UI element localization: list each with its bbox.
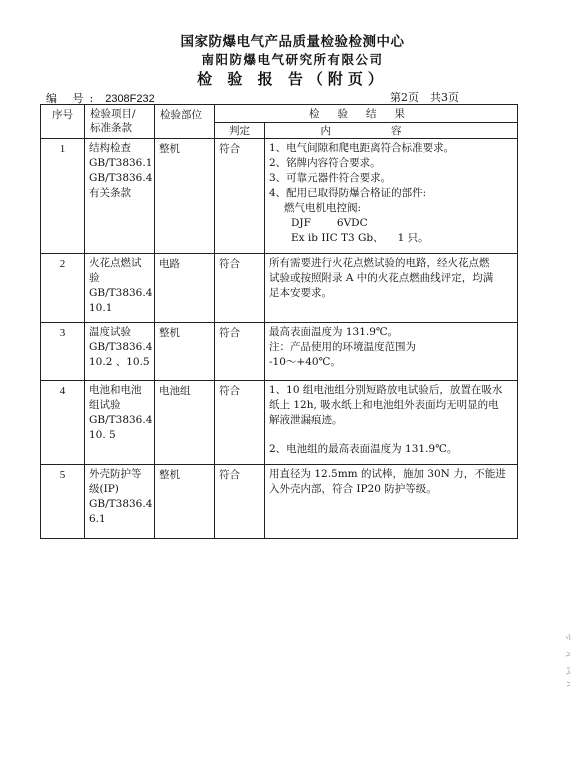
- row-verdict: 符合: [215, 139, 265, 254]
- row-item: [85, 381, 155, 465]
- table-row: [41, 323, 518, 381]
- table-row: [41, 139, 518, 254]
- row-content: [265, 323, 518, 381]
- row-verdict: 符合: [215, 323, 265, 381]
- row-location: 整机: [155, 465, 215, 539]
- header-item-line2: 标准条款: [90, 122, 132, 134]
- row-content: [265, 254, 518, 323]
- content-line: 纸上 12h, 吸水纸上和电池组外表面均无明显的电: [269, 399, 499, 411]
- content-line: 3、可靠元器件符合要求。: [269, 172, 392, 184]
- row-item: [85, 254, 155, 323]
- header-item-line1: 检验项目/: [90, 108, 136, 120]
- content-line: -10～+40℃。: [269, 356, 341, 368]
- item-line: 10.2 、10.5: [89, 356, 150, 368]
- item-line: 有关条款: [89, 187, 131, 199]
- row-item: [85, 323, 155, 381]
- content-line: 足本安要求。: [269, 287, 332, 299]
- row-verdict: 符合: [215, 465, 265, 539]
- item-line: 火花点燃试: [89, 257, 142, 269]
- row-no: 3: [41, 323, 85, 381]
- content-line: 1、电气间隙和爬电距离符合标准要求。: [269, 142, 455, 154]
- item-line: 温度试验: [89, 326, 131, 338]
- header-content-label: 内容: [320, 124, 462, 137]
- row-verdict: 符合: [215, 381, 265, 465]
- content-line: 2、电池组的最高表面温度为 131.9℃。: [269, 443, 458, 455]
- item-line: 结构检查: [89, 142, 131, 154]
- row-no: 5: [41, 465, 85, 539]
- header-content: [265, 122, 518, 139]
- item-line: GB/T3836.1: [89, 157, 153, 169]
- row-item: [85, 465, 155, 539]
- page-info: 第2页 共3页: [390, 91, 459, 104]
- content-line: 1、10 组电池组分别短路放电试验后，放置在吸水: [269, 384, 503, 396]
- header-location: 检验部位: [155, 105, 215, 139]
- item-line: 6.1: [89, 513, 106, 525]
- item-line: 级(IP): [89, 483, 119, 495]
- content-line: [269, 216, 511, 231]
- item-line: 组试验: [89, 399, 121, 411]
- content-line: 2、铭牌内容符合要求。: [269, 157, 381, 169]
- table-row: [41, 381, 518, 465]
- item-line: 电池和电池: [89, 384, 142, 396]
- row-item: [85, 139, 155, 254]
- row-no: 4: [41, 381, 85, 465]
- inspection-table: [40, 104, 518, 539]
- header-no: 序号: [41, 105, 85, 139]
- header-result: 检验结果: [215, 105, 518, 123]
- report-title: 检 验 报 告（附页）: [197, 70, 388, 88]
- table-row: [41, 254, 518, 323]
- header-item: [85, 105, 155, 139]
- content-line: [269, 231, 511, 246]
- institute-name: 南阳防爆电气研究所有限公司: [201, 52, 384, 67]
- row-content: [265, 381, 518, 465]
- content-line: 注：产品使用的环境温度范围为: [269, 341, 416, 353]
- item-line: GB/T3836.4: [89, 172, 153, 184]
- item-line: GB/T3836.4: [89, 341, 153, 353]
- content-line: 4、配用已取得防爆合格证的部件:: [269, 187, 427, 199]
- scan-artifact-marks: [560, 600, 580, 700]
- content-line: 所有需要进行火花点燃试验的电路，经火花点燃: [269, 257, 490, 269]
- row-no: 2: [41, 254, 85, 323]
- row-no: 1: [41, 139, 85, 254]
- content-line: 燃气电机电控阀:: [284, 202, 362, 214]
- report-number-value: 2308F232: [105, 93, 155, 105]
- row-content: [265, 465, 518, 539]
- item-line: GB/T3836.4: [89, 414, 153, 426]
- item-line: 10.1: [89, 302, 113, 314]
- table-row: [41, 465, 518, 539]
- row-location: 整机: [155, 139, 215, 254]
- row-location: 电池组: [155, 381, 215, 465]
- item-line: 10. 5: [89, 429, 116, 441]
- content-line: 试验或按照附录 A 中的火花点燃曲线评定，均满: [269, 272, 494, 284]
- content-line: 最高表面温度为 131.9℃。: [269, 326, 399, 338]
- part-marking: Ex ib IIC T3 Gb、: [291, 232, 384, 244]
- item-line: 外壳防护等: [89, 468, 142, 480]
- item-line: 验: [89, 272, 100, 284]
- content-line: 入外壳内部，符合 IP20 防护等级。: [269, 483, 437, 495]
- table-header-row: [41, 105, 518, 123]
- row-location: 整机: [155, 323, 215, 381]
- row-location: 电路: [155, 254, 215, 323]
- part-model: DJF: [291, 217, 311, 229]
- report-number-label: 编 号:: [46, 92, 100, 105]
- item-line: GB/T3836.4: [89, 287, 153, 299]
- content-gap: [269, 428, 511, 442]
- item-line: GB/T3836.4: [89, 498, 153, 510]
- content-line: 解液泄漏痕迹。: [269, 414, 343, 426]
- part-qty: 1 只。: [397, 232, 429, 244]
- org-name: 国家防爆电气产品质量检验检测中心: [180, 34, 405, 50]
- part-voltage: 6VDC: [336, 217, 368, 229]
- row-content: [265, 139, 518, 254]
- row-verdict: 符合: [215, 254, 265, 323]
- header-verdict: 判定: [215, 122, 265, 139]
- content-line: 用直径为 12.5mm 的试棒，施加 30N 力，不能进: [269, 468, 506, 480]
